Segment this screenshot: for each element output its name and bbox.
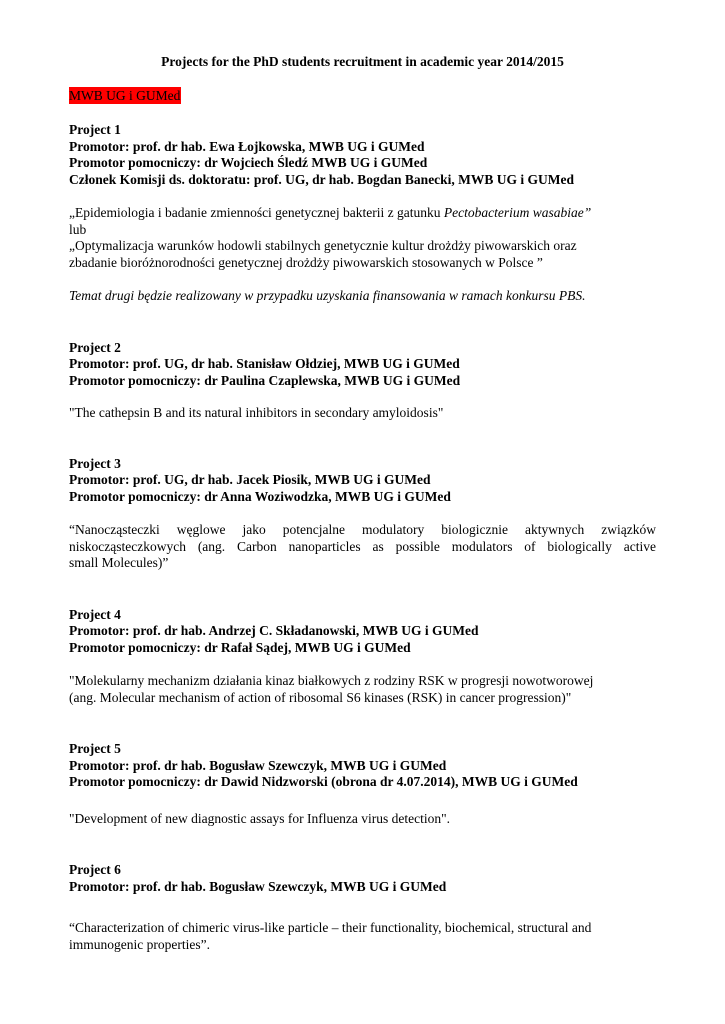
document-page: [69, 54, 656, 953]
project-1-committee-member: Członek Komisji ds. doktoratu: prof. UG, dr hab. Bogdan Banecki, MWB UG i GUMed: [69, 171, 575, 187]
project-2-heading: Project 2: [69, 339, 121, 355]
project-4-heading: Project 4: [69, 606, 121, 622]
project-3-heading: Project 3: [69, 455, 121, 471]
project-4: [69, 607, 656, 707]
project-4-assistant-promotor: Promotor pomocniczy: dr Rafał Sądej, MWB UG i GUMed: [69, 639, 411, 655]
project-2-assistant-promotor: Promotor pomocniczy: dr Paulina Czaplewska, MWB UG i GUMed: [69, 372, 461, 388]
project-3-topic-line-1: “Nanocząsteczki węglowe jako potencjalne modulatory biologicznie aktywnych związków: [69, 522, 656, 537]
project-1-topic-2-line-2: zbadanie bioróżnorodności genetycznej drożdży piwowarskich stosowanych w Polsce ”: [69, 254, 543, 270]
project-1-topic-1: [69, 205, 656, 222]
project-6-promotor: Promotor: prof. dr hab. Bogusław Szewczyk, MWB UG i GUMed: [69, 878, 447, 894]
project-1-topic-1-species: Pectobacterium wasabiae”: [443, 205, 592, 220]
project-1-note-text: Temat drugi będzie realizowany w przypadku uzyskania finansowania w ramach konkursu PBS.: [69, 288, 586, 303]
project-4-topic-line-1: "Molekularny mechanizm działania kinaz białkowych z rodziny RSK w progresji nowotworowej: [69, 673, 594, 688]
project-3: [69, 456, 656, 572]
project-3-topic-line-2: niskocząsteczkowych (ang. Carbon nanoparticles as possible modulators of biologically active: [69, 538, 656, 554]
project-6-heading: Project 6: [69, 862, 121, 877]
project-5-heading: Project 5: [69, 741, 121, 756]
project-2-promotor: Promotor: prof. UG, dr hab. Stanisław Ołdziej, MWB UG i GUMed: [69, 356, 460, 371]
project-3-promotor: Promotor: prof. UG, dr hab. Jacek Piosik, MWB UG i GUMed: [69, 472, 431, 487]
project-1: [69, 122, 656, 305]
project-6: [69, 862, 656, 953]
project-1-topic-2-line-1: „Optymalizacja warunków hodowli stabilnych genetycznie kultur drożdży piwowarskich oraz: [69, 238, 577, 253]
project-5: [69, 741, 656, 827]
project-5-promotor: Promotor: prof. dr hab. Bogusław Szewczyk, MWB UG i GUMed: [69, 757, 447, 773]
project-5-topic: "Development of new diagnostic assays for Influenza virus detection".: [69, 810, 451, 826]
project-1-note: [69, 288, 656, 305]
project-1-assistant-promotor: Promotor pomocniczy: dr Wojciech Śledź MWB UG i GUMed: [69, 155, 428, 170]
highlighted-label: MWB UG i GUMed: [69, 87, 181, 103]
project-3-topic-line-3: small Molecules)”: [69, 555, 169, 570]
project-3-assistant-promotor: Promotor pomocniczy: dr Anna Woziwodzka, MWB UG i GUMed: [69, 488, 451, 504]
project-2: [69, 340, 656, 422]
project-6-topic-line-2: immunogenic properties”.: [69, 936, 210, 952]
project-1-promotor: Promotor: prof. dr hab. Ewa Łojkowska, MWB UG i GUMed: [69, 138, 425, 154]
project-5-assistant-promotor: Promotor pomocniczy: dr Dawid Nidzworski (obrona dr 4.07.2014), MWB UG i GUMed: [69, 774, 578, 789]
project-6-topic-line-1: “Characterization of chimeric virus-like particle – their functionality, biochemical, structural and: [69, 920, 592, 935]
project-1-heading: Project 1: [69, 122, 121, 137]
project-2-topic: "The cathepsin B and its natural inhibitors in secondary amyloidosis": [69, 405, 444, 420]
highlight-row: [69, 87, 656, 105]
project-4-topic-line-2: (ang. Molecular mechanism of action of ribosomal S6 kinases (RSK) in cancer progression)": [69, 689, 572, 705]
project-4-promotor: Promotor: prof. dr hab. Andrzej C. Składanowski, MWB UG i GUMed: [69, 623, 479, 638]
project-1-topic-1-text: „Epidemiologia i badanie zmienności genetycznej bakterii z gatunku: [69, 205, 444, 220]
project-1-or: lub: [69, 221, 87, 237]
document-title: Projects for the PhD students recruitment in academic year 2014/2015: [161, 54, 564, 69]
